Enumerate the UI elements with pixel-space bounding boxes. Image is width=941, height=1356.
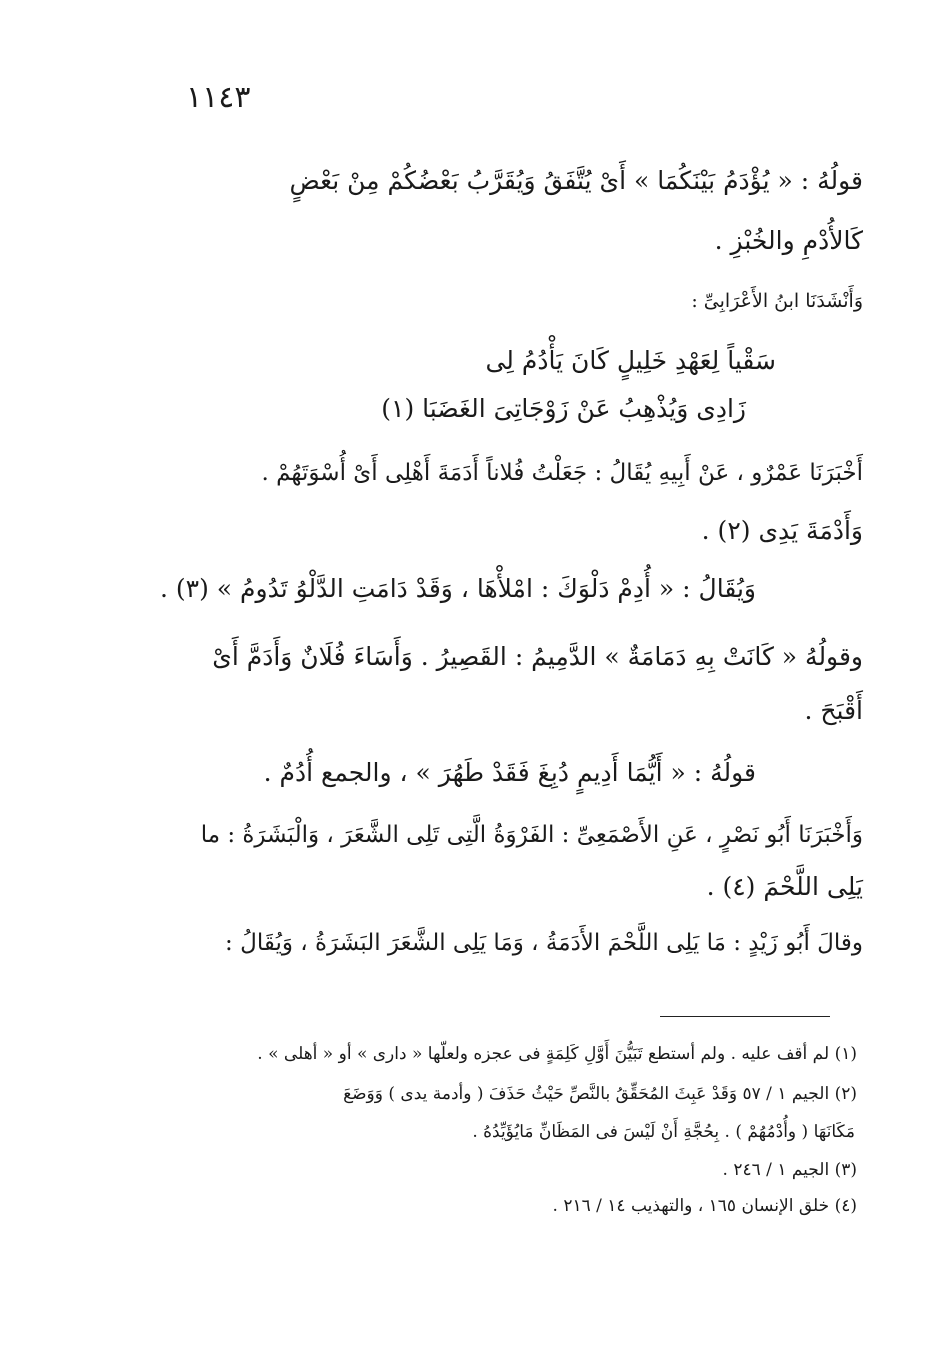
footnote-1: (١) لم أقف عليه . ولم أستطع تَبَيُّنَ أَوَّلِ كَلِمَةٍ فى عجزه ولعلّها « دارى » أو « أهلى » .: [257, 1044, 857, 1064]
footnote-2: (٢) الجيم ١ / ٥٧ وَقَدْ عَبِثَ المُحَقِّقُ بالنَّصِّ حَيْثُ حَذَفَ ( وأدمة يدى ) وَوَضَعَ: [343, 1084, 857, 1104]
text-line-9: قولُهُ : « أَيُّمَا أَدِيمٍ دُبِغَ فَقَدْ طَهُرَ » ، والجمع أُدُمٌ .: [263, 758, 756, 787]
verse-line-1: سَقْياً لِعَهْدِ خَلِيلٍ كَانَ يَأْدُمُ لِى: [485, 346, 776, 375]
verse-line-2: زَادِى وَيُذْهِبُ عَنْ زَوْجَاتِىَ الغَضَبَا (١): [381, 394, 746, 423]
text-line-10: وَأَخْبَرَنَا أَبُو نَصْرٍ ، عَنِ الأَصْمَعِىِّ : الفَرْوَةُ الَّتِى تَلِى الشَّعَرَ ، وَالْبَشَرَةُ : ما: [200, 822, 863, 848]
text-line-4: أَخْبَرَنَا عَمْرٌو ، عَنْ أَبِيهِ يُقَالُ : جَعَلْتُ فُلاناً أَدَمَةَ أَهْلِى أَىْ أُسْوَتَهُمْ .: [261, 460, 863, 486]
text-line-2: كَالأُدْمِ والخُبْزِ .: [714, 226, 863, 255]
text-line-7: وقولُهُ « كَانَتْ بِهِ دَمَامَةٌ » الدَّمِيمُ : القَصِيرُ . وَأَسَاءَ فُلَانٌ وَأَدَمَّ أَىْ: [212, 642, 863, 671]
text-line-1: قولُهُ : « يُؤْدَمُ بَيْنَكُمَا » أَىْ يُتَّفَقُ وَيُقَرَّبُ بَعْضُكُمْ مِنْ بَعْضٍ: [289, 166, 863, 195]
footnote-4: (٤) خلق الإنسان ١٦٥ ، والتهذيب ١٤ / ٢١٦ .: [552, 1196, 857, 1216]
footnote-2-continued: مَكَانَهَا ( وأُدْمُهُمْ ) . بِحُجَّةِ أَنْ لَيْسَ فى المَظَانِّ مَايُؤَيِّدُهُ .: [472, 1122, 855, 1142]
text-line-8: أَقْبَحَ .: [804, 696, 863, 725]
footnote-separator: [660, 1016, 830, 1017]
page-number: ١١٤٣: [186, 80, 251, 115]
text-line-5: وَأَدْمَةَ يَدِى (٢) .: [701, 516, 863, 545]
text-line-6: وَيُقَالُ : « أُدِمْ دَلْوَكَ : امْلأْهَا ، وَقَدْ دَامَتِ الدَّلْوُ تَدُومُ » (٣) .: [159, 574, 756, 603]
text-line-12: وقالَ أَبُو زَيْدٍ : مَا يَلِى اللَّحْمَ الأَدَمَةُ ، وَمَا يَلِى الشَّعَرَ البَشَرَةُ ، وَيُقَالُ :: [225, 930, 863, 956]
footnote-3: (٣) الجيم ١ / ٢٤٦ .: [722, 1160, 857, 1180]
text-line-3: وَأَنْشَدَنَا ابنُ الأَعْرَابِىِّ :: [691, 290, 863, 312]
text-line-11: يَلِى اللَّحْمَ (٤) .: [706, 872, 863, 901]
